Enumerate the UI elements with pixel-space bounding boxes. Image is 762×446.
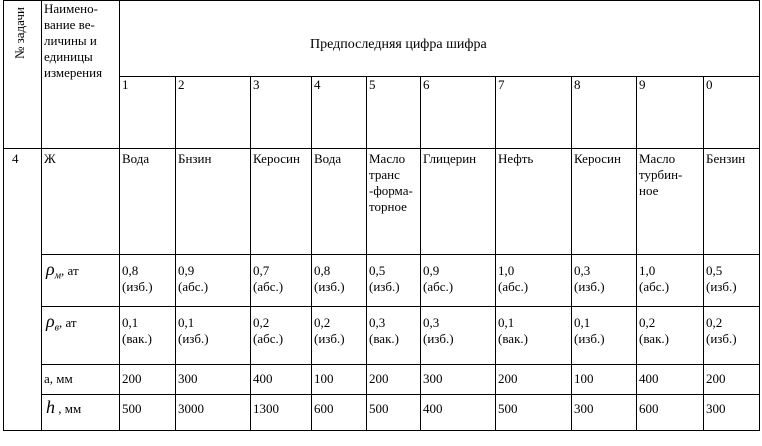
value-cell [637, 255, 704, 307]
value-line: Масло [639, 151, 676, 166]
value-cell [637, 149, 704, 255]
value-line: 600 [639, 401, 659, 416]
value-cell [572, 149, 637, 255]
value-cell [367, 149, 421, 255]
value-line: (изб.) [706, 279, 737, 294]
value-cell [367, 365, 421, 395]
value-line: (абс.) [498, 279, 529, 294]
value-line: турбин- [639, 167, 683, 182]
value-line: (абс.) [639, 279, 670, 294]
value-line: (вак.) [498, 331, 528, 346]
value-cell [251, 395, 312, 431]
value-cell [312, 365, 367, 395]
value-cell [251, 307, 312, 365]
value-line: (абс.) [253, 279, 284, 294]
task-number: 4 [4, 149, 42, 431]
value-line: 0,2 [253, 315, 270, 330]
value-cell [312, 307, 367, 365]
value-line: ное [639, 183, 659, 198]
value-cell [496, 255, 572, 307]
value-line: Масло [369, 151, 406, 166]
value-line: 100 [314, 371, 334, 386]
value-line: Вода [314, 151, 342, 166]
value-line: (изб.) [122, 279, 153, 294]
table-row [4, 395, 760, 431]
value-cell [120, 255, 176, 307]
value-cell [496, 149, 572, 255]
value-line: 500 [122, 401, 142, 416]
value-line: транс [369, 167, 400, 182]
table-row [4, 255, 760, 307]
value-line: Нефть [498, 151, 534, 166]
value-line: 0,5 [369, 263, 386, 278]
value-cell [421, 365, 496, 395]
parameter-name: $\rho_м$, ат [42, 255, 120, 307]
cipher-digit-cell: 1 [120, 77, 176, 149]
value-cell [496, 365, 572, 395]
cipher-digit-cell: 8 [572, 77, 637, 149]
cipher-digit-cell: 9 [637, 77, 704, 149]
value-line: (изб.) [574, 279, 605, 294]
value-line: 200 [122, 371, 142, 386]
value-cell [120, 395, 176, 431]
value-line: 0,2 [314, 315, 331, 330]
value-line: 1,0 [498, 263, 515, 278]
value-line: 300 [706, 401, 726, 416]
value-line: (изб.) [178, 331, 209, 346]
value-line: 100 [574, 371, 594, 386]
cipher-digit-cell: 0 [704, 77, 760, 149]
name-header-line: измерения [44, 65, 103, 80]
value-line: 0,9 [178, 263, 195, 278]
task-number-header-label: № задачи [12, 7, 27, 59]
value-line: (изб.) [574, 331, 605, 346]
value-cell [367, 307, 421, 365]
table-row [4, 365, 760, 395]
value-line: 0,8 [122, 263, 139, 278]
task-data-table [3, 0, 760, 431]
value-line: (изб.) [706, 331, 737, 346]
value-line: Глицерин [423, 151, 477, 166]
value-line: 0,1 [122, 315, 139, 330]
value-cell [251, 149, 312, 255]
value-line: 0,8 [314, 263, 331, 278]
value-cell [367, 255, 421, 307]
value-cell [572, 255, 637, 307]
value-line: 300 [178, 371, 198, 386]
value-line: 3000 [178, 401, 204, 416]
value-cell [572, 395, 637, 431]
value-line: (вак.) [369, 331, 399, 346]
value-line: Вода [122, 151, 150, 166]
value-line: 0,7 [253, 263, 270, 278]
value-line: 0,3 [369, 315, 386, 330]
value-cell [637, 365, 704, 395]
value-cell [176, 307, 251, 365]
value-line: (абс.) [253, 331, 284, 346]
value-cell [312, 149, 367, 255]
value-line: (изб.) [423, 331, 454, 346]
cipher-digit-cell: 6 [421, 77, 496, 149]
name-unit-header [42, 1, 120, 149]
name-header-line: личины и [44, 33, 97, 48]
value-line: 600 [314, 401, 334, 416]
value-cell [421, 149, 496, 255]
cipher-digit-cell: 3 [251, 77, 312, 149]
value-cell [637, 395, 704, 431]
parameter-name: h , мм [42, 395, 120, 431]
value-line: 0,5 [706, 263, 723, 278]
value-cell [312, 395, 367, 431]
task-number-header [4, 1, 42, 149]
value-cell [312, 255, 367, 307]
value-cell [176, 395, 251, 431]
value-line: 500 [498, 401, 518, 416]
value-cell [176, 365, 251, 395]
value-line: Керосин [574, 151, 621, 166]
value-line: (абс.) [423, 279, 454, 294]
name-header-line: единицы [44, 49, 93, 64]
parameter-name: а, мм [42, 365, 120, 395]
value-cell [120, 149, 176, 255]
value-cell [704, 395, 760, 431]
value-line: 1,0 [639, 263, 656, 278]
value-line: 0,1 [574, 315, 591, 330]
value-line: 200 [706, 371, 726, 386]
value-line: 500 [369, 401, 389, 416]
value-cell [176, 255, 251, 307]
table-row [4, 307, 760, 365]
value-line: (изб.) [369, 279, 400, 294]
value-line: (изб.) [314, 279, 345, 294]
value-cell [572, 307, 637, 365]
value-line: 400 [423, 401, 443, 416]
cipher-digit-cell: 5 [367, 77, 421, 149]
value-line: 400 [253, 371, 273, 386]
value-line: 1300 [253, 401, 279, 416]
value-cell [704, 149, 760, 255]
parameter-name: Ж [42, 149, 120, 255]
value-cell [120, 307, 176, 365]
value-line: торное [369, 199, 407, 214]
value-cell [367, 395, 421, 431]
value-cell [637, 307, 704, 365]
parameter-name: $\rho_в$, ат [42, 307, 120, 365]
value-cell [120, 365, 176, 395]
value-cell [251, 255, 312, 307]
cipher-digit-cell: 2 [176, 77, 251, 149]
value-line: (изб.) [314, 331, 345, 346]
value-cell [251, 365, 312, 395]
value-line: 0,1 [498, 315, 515, 330]
value-cell [704, 255, 760, 307]
value-cell [176, 149, 251, 255]
value-line: (абс.) [178, 279, 209, 294]
value-cell [572, 365, 637, 395]
cipher-digit-header: Предпоследняя цифра шифра [120, 1, 760, 77]
value-line: 0,3 [423, 315, 440, 330]
name-header-line: Наимено- [44, 1, 98, 16]
value-line: Керосин [253, 151, 300, 166]
value-cell [421, 395, 496, 431]
value-line: 0,3 [574, 263, 591, 278]
value-line: 0,1 [178, 315, 195, 330]
table-row [4, 149, 760, 255]
value-line: 0,2 [706, 315, 723, 330]
value-line: (вак.) [122, 331, 152, 346]
value-cell [421, 255, 496, 307]
cipher-digit-cell: 7 [496, 77, 572, 149]
value-cell [704, 365, 760, 395]
value-line: 300 [423, 371, 443, 386]
cipher-digit-cell: 4 [312, 77, 367, 149]
value-line: (вак.) [639, 331, 669, 346]
value-line: 0,2 [639, 315, 656, 330]
value-line: 200 [498, 371, 518, 386]
value-cell [421, 307, 496, 365]
value-cell [496, 307, 572, 365]
value-line: 200 [369, 371, 389, 386]
value-line: Бнзин [178, 151, 212, 166]
value-line: 0,9 [423, 263, 440, 278]
value-line: -форма- [369, 183, 413, 198]
value-cell [496, 395, 572, 431]
value-cell [704, 307, 760, 365]
value-line: Бензин [706, 151, 746, 166]
value-line: 400 [639, 371, 659, 386]
name-header-line: вание ве- [44, 17, 95, 32]
value-line: 300 [574, 401, 594, 416]
